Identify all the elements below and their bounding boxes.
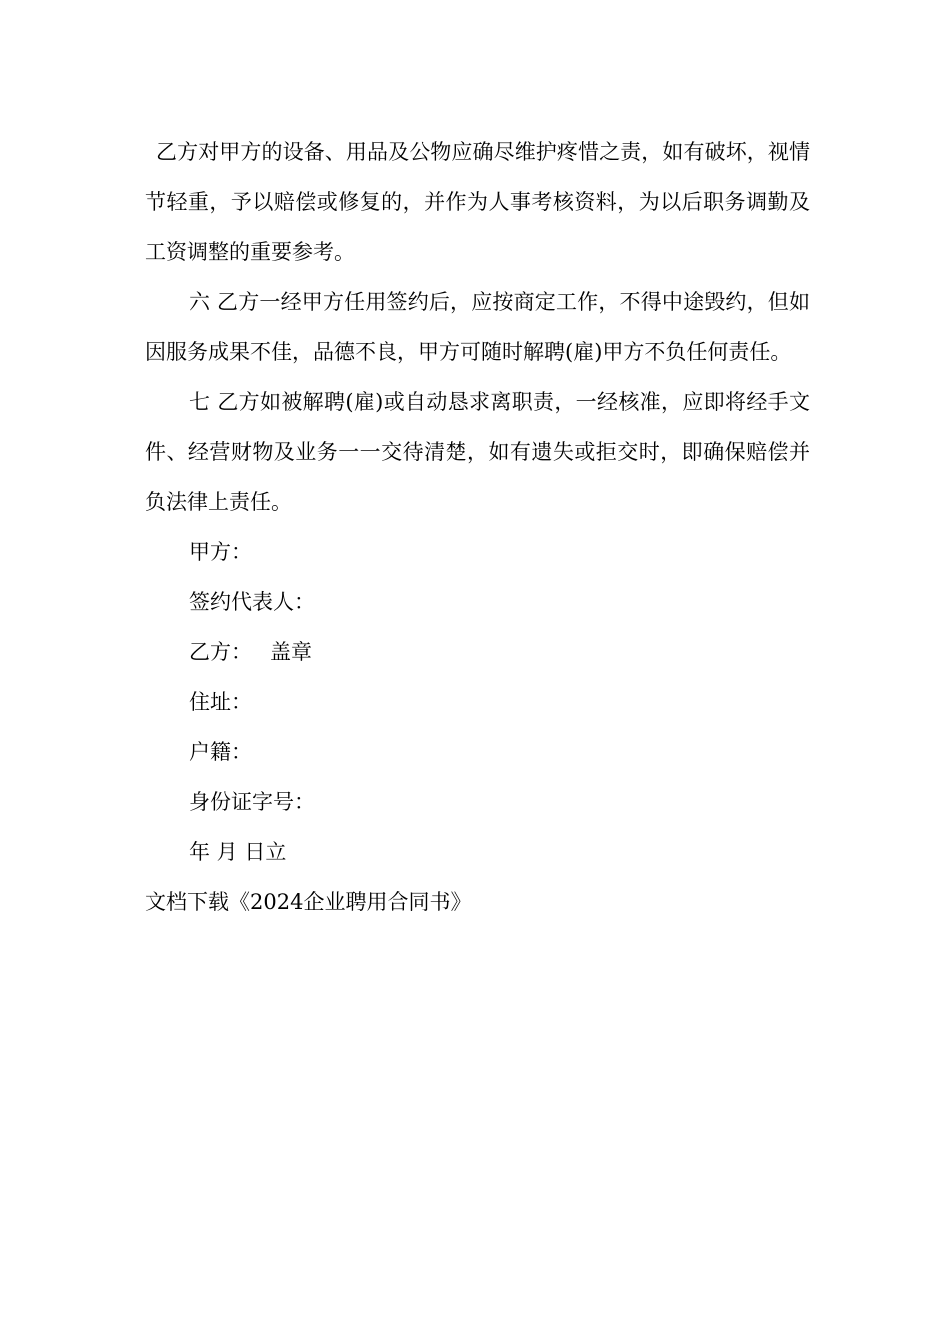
date-line: 年 月 日立 [189,840,287,864]
party-a-label: 甲方： [189,540,252,564]
clause-six: 六 乙方一经甲方任用签约后，应按商定工作，不得中途毁约，但如因服务成果不佳，品德不良，甲方可随时解聘(雇)甲方不负任何责任。 [145,290,810,364]
household-registration-label: 户籍： [189,740,252,764]
representative-label: 签约代表人： [189,590,315,614]
clause-seven: 七 乙方如被解聘(雇)或自动恳求离职责，一经核准，应即将经手文件、经营财物及业务一一交待清楚，如有遗失或拒交时，即确保赔偿并负法律上责任。 [145,390,810,514]
party-b-row [145,627,810,677]
id-number-label: 身份证字号： [189,790,315,814]
clause-equipment-care: 乙方对甲方的设备、用品及公物应确尽维护疼惜之责，如有破坏，视情节轻重，予以赔偿或修复的，并作为人事考核资料，为以后职务调勤及工资调整的重要参考。 [145,140,810,264]
address-label: 住址： [189,690,252,714]
stamp-label: 盖章 [270,640,312,664]
party-b-label: 乙方： [189,640,252,664]
document-body [145,127,810,927]
download-link[interactable]: 文档下载《2024企业聘用合同书》 [145,890,472,914]
